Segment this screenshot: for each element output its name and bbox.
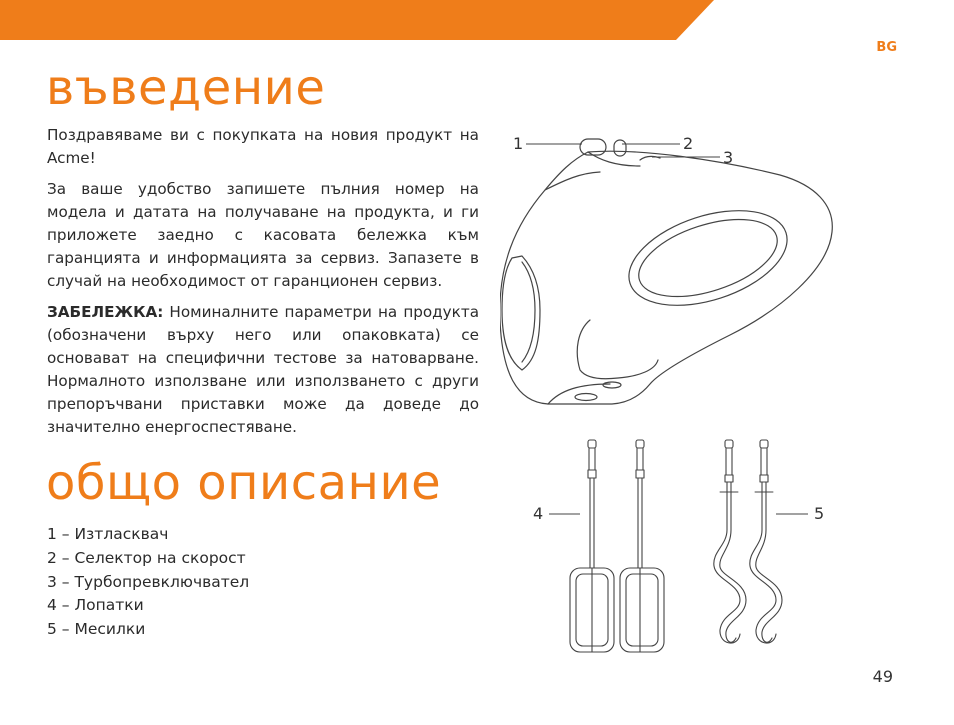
callout-1: 1 bbox=[513, 134, 524, 153]
section-title-description: общо описание bbox=[46, 455, 442, 511]
list-item: 3 – Турбопревключвател bbox=[47, 572, 250, 591]
intro-paragraph-2: За ваше удобство запишете пълния номер на модела и датата на получаване на продукта, и ги приложете заедно с касовата бележка към гаранцията и информацията за сервиз. Запазете в случай на необходимост от гаранционен сервиз. bbox=[47, 180, 479, 290]
page-number: 49 bbox=[872, 667, 893, 686]
callout-3: 3 bbox=[723, 148, 734, 167]
callout-5: 5 bbox=[814, 504, 825, 523]
note-label: ЗАБЕЛЕЖКА: bbox=[47, 303, 164, 321]
note-text: Номиналните параметри на продукта (обозначени върху него или опаковката) се основават на специфични тестове за натоварване. Нормалното използване или използването с други препоръчвани приставки може да доведе до значително енергоспестяване. bbox=[47, 303, 479, 436]
section-title-introduction: въведение bbox=[46, 60, 326, 116]
list-item: 2 – Селектор на скорост bbox=[47, 548, 246, 567]
callout-2: 2 bbox=[683, 134, 694, 153]
list-item: 4 – Лопатки bbox=[47, 596, 144, 615]
language-code: BG bbox=[876, 40, 897, 55]
list-item: 1 – Изтласквач bbox=[47, 525, 169, 543]
list-item: 5 – Месилки bbox=[47, 620, 146, 639]
intro-paragraph-1: Поздравяваме ви с покупката на новия продукт на Acme! bbox=[47, 126, 479, 167]
callout-4: 4 bbox=[533, 504, 544, 523]
